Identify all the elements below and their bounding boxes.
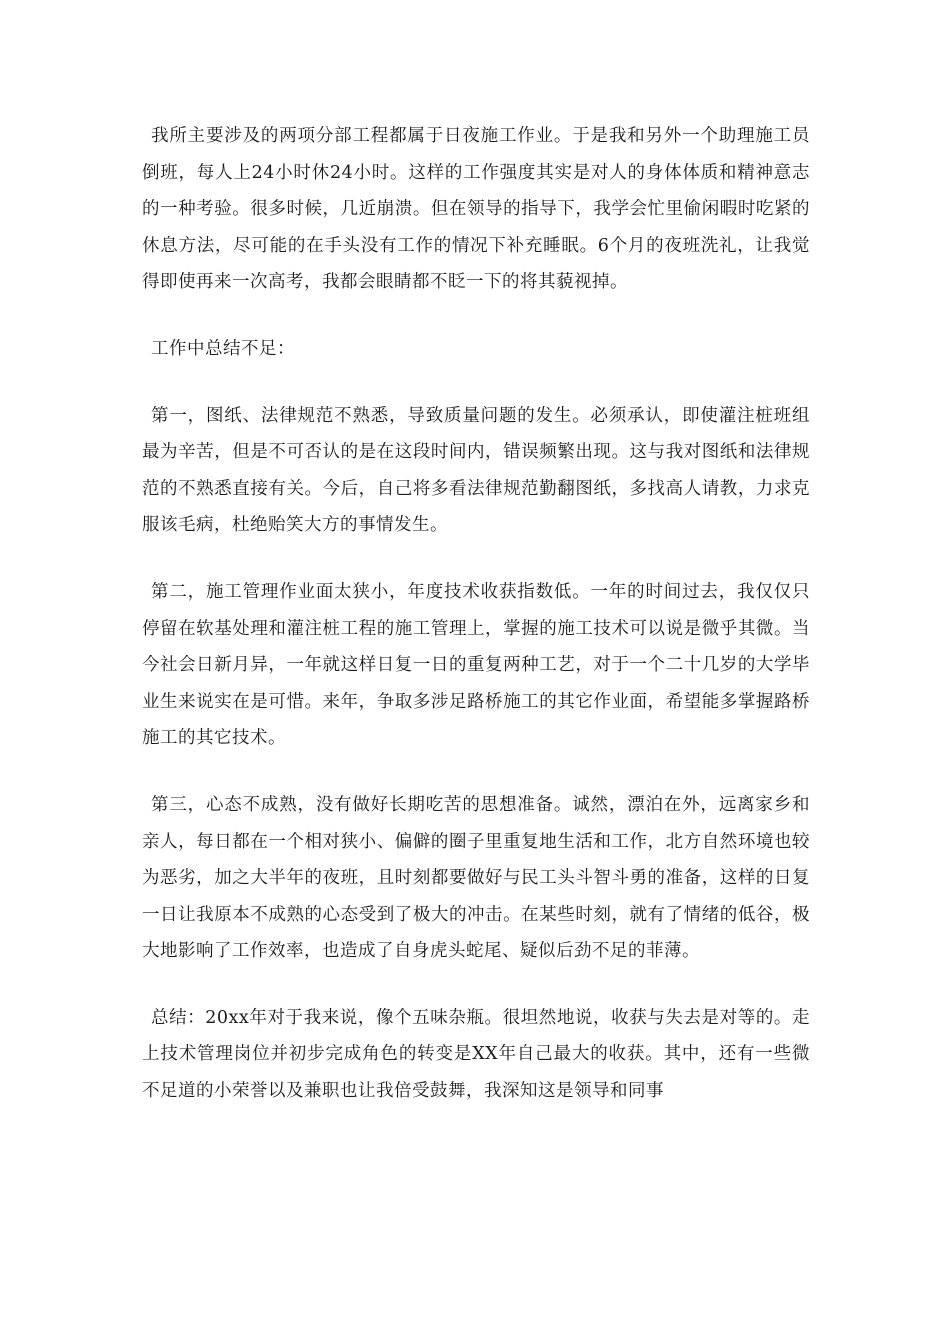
paragraph-night-shift: 我所主要涉及的两项分部工程都属于日夜施工作业。于是我和另外一个助理施工员倒班，每人上24小时休24小时。这样的工作强度其实是对人的身体体质和精神意志的一种考验。很多时候，几近崩溃。但在领导的指导下，我学会忙里偷闲暇时吃紧的休息方法，尽可能的在手头没有工作的情况下补充睡眠。6个月的夜班洗礼，让我觉得即使再来一次高考，我都会眼睛都不眨一下的将其藐视掉。: [142, 126, 810, 293]
paragraph-point-one: 第一，图纸、法律规范不熟悉，导致质量问题的发生。必须承认，即使灌注桩班组最为辛苦，但是不可否认的是在这段时间内，错误频繁出现。这与我对图纸和法律规范的不熟悉直接有关。今后，自己将多看法律规范勤翻图纸，多找高人请教，力求克服该毛病，杜绝贻笑大方的事情发生。: [142, 405, 810, 536]
paragraph-point-three: 第三，心态不成熟，没有做好长期吃苦的思想准备。诚然，漂泊在外，远离家乡和亲人，每日都在一个相对狭小、偏僻的圈子里重复地生活和工作，北方自然环境也较为恶劣，加之大半年的夜班，且时刻都要做好与民工头斗智斗勇的准备，这样的日复一日让我原本不成熟的心态受到了极大的冲击。在某些时刻，就有了情绪的低谷，极大地影响了工作效率，也造成了自身虎头蛇尾、疑似后劲不足的菲薄。: [142, 794, 810, 962]
paragraph-summary: 总结：20xx年对于我来说，像个五味杂瓶。很坦然地说，收获与失去是对等的。走上技术管理岗位并初步完成角色的转变是XX年自己最大的收获。其中，还有一些微不足道的小荣誉以及兼职也让我倍受鼓舞，我深知这是领导和同事: [142, 1007, 810, 1102]
paragraph-shortcomings-heading: 工作中总结不足：: [151, 338, 295, 359]
document-body: [142, 118, 810, 1140]
paragraph-point-two: 第二，施工管理作业面太狭小，年度技术收获指数低。一年的时间过去，我仅仅只停留在软基处理和灌注桩工程的施工管理上，掌握的施工技术可以说是微乎其微。当今社会日新月异，一年就这样日复一日的重复两种工艺，对于一个二十几岁的大学毕业生来说实在是可惜。来年，争取多涉足路桥施工的其它作业面，希望能多掌握路桥施工的其它技术。: [142, 581, 810, 749]
